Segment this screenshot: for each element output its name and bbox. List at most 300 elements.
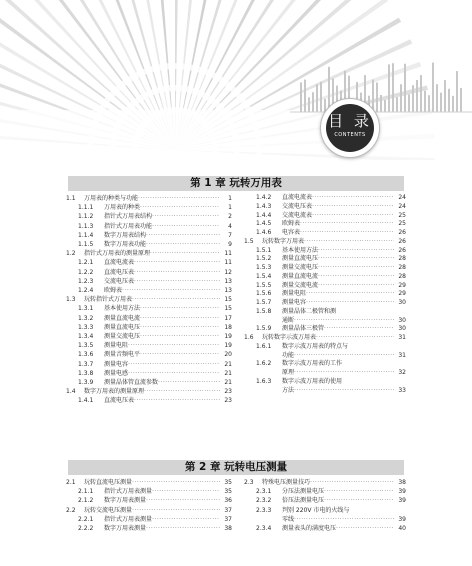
toc-entry-title: 测量交流电压 [104, 333, 141, 341]
toc-entry [244, 506, 406, 515]
toc-entry-title: 直流电流表 [104, 259, 135, 267]
toc-entry-number: 2.3.2 [256, 497, 272, 505]
toc-entry-page: 26 [398, 237, 406, 245]
toc-entry-page: 30 [398, 325, 406, 333]
toc-entry [66, 350, 232, 359]
banner-bar [420, 75, 422, 112]
toc-entry [244, 325, 406, 334]
chapter-2-right-column [244, 478, 406, 533]
toc-leader-dots [146, 524, 220, 533]
toc-entry-page: 35 [224, 479, 232, 486]
toc-leader-dots [134, 277, 220, 286]
chapter-1-right-column [244, 194, 406, 395]
toc-entry-page: 11 [224, 250, 232, 258]
toc-entry [66, 478, 232, 487]
toc-leader-dots [140, 304, 220, 313]
toc-entry-title: 玩转交流电压测量 [84, 506, 133, 514]
toc-leader-dots [152, 212, 220, 221]
toc-entry [66, 222, 232, 231]
toc-entry-page: 21 [224, 369, 232, 377]
toc-entry-page: 37 [224, 506, 232, 514]
toc-leader-dots [152, 515, 220, 524]
toc-leader-dots [318, 255, 394, 264]
toc-entry [66, 487, 232, 496]
toc-entry-page: 39 [398, 515, 406, 523]
toc-leader-dots [140, 203, 220, 212]
chapter-2-left-column [66, 478, 232, 533]
toc-leader-dots [128, 360, 220, 369]
toc-leader-dots [294, 352, 394, 361]
toc-entry-page: 38 [398, 479, 406, 486]
toc-leader-dots [132, 478, 220, 487]
toc-entry-page: 21 [224, 360, 232, 368]
toc-entry-number: 1.4.4 [256, 211, 272, 219]
toc-entry-page [396, 308, 406, 317]
toc-leader-dots [140, 350, 220, 359]
toc-entry [244, 317, 406, 326]
banner-bar [320, 82, 322, 112]
toc-entry-page: 30 [398, 299, 406, 306]
toc-entry-number: 1.4.1 [78, 397, 94, 405]
toc-entry-title: 直流电压表 [104, 397, 135, 405]
toc-entry-title: 测量电感 [104, 369, 129, 377]
toc-entry [66, 360, 232, 369]
toc-leader-dots [128, 341, 220, 350]
toc-entry [244, 387, 406, 396]
toc-entry [66, 314, 232, 323]
toc-entry-page [396, 360, 406, 369]
toc-leader-dots [128, 369, 220, 378]
toc-entry [66, 396, 232, 405]
toc-entry [244, 352, 406, 361]
toc-entry-number: 1.5 [244, 237, 254, 245]
toc-entry-page [396, 506, 406, 515]
banner-bar [404, 64, 406, 112]
toc-entry-title: 指针式万用表结构 [104, 213, 153, 221]
toc-entry [66, 277, 232, 286]
toc-entry [66, 249, 232, 258]
toc-entry-title: 测量电容 [104, 360, 129, 368]
toc-entry [244, 334, 406, 343]
toc-entry-number: 1.1.1 [78, 204, 94, 212]
header-decoration [0, 0, 472, 160]
toc-entry-page: 1 [228, 195, 232, 202]
toc-entry-page: 4 [228, 222, 232, 230]
toc-entry-title: 基本使用方法 [282, 246, 319, 254]
toc-leader-dots [336, 524, 394, 533]
toc-entry-title: 原理 [282, 369, 295, 376]
chapter-1-heading: 第 1 章 玩转万用表 [68, 176, 404, 191]
toc-leader-dots [306, 299, 394, 308]
toc-entry [244, 220, 406, 229]
toc-leader-dots [140, 332, 220, 341]
toc-entry [244, 478, 406, 487]
toc-entry-title: 测量晶体三极管 [282, 325, 325, 333]
toc-entry-title: 判别 220V 市电的火线与 [282, 506, 350, 514]
toc-entry [244, 308, 406, 317]
banner-bar [316, 84, 318, 112]
toc-entry-number: 1.5.8 [256, 307, 272, 315]
toc-leader-dots [152, 222, 220, 231]
toc-entry-number: 2.1.2 [78, 497, 94, 505]
toc-entry-number: 1.3.2 [78, 314, 94, 322]
toc-leader-dots [150, 249, 220, 258]
toc-entry-title: 数字示波万用表的特点与 [282, 342, 349, 350]
toc-entry-number: 1.5.1 [256, 246, 272, 254]
toc-entry-title: 交流电流表 [282, 211, 313, 219]
toc-entry-title: 倍压法测量电压 [282, 497, 325, 505]
toc-entry [66, 515, 232, 524]
banner-bar [448, 89, 450, 112]
toc-entry-page: 23 [224, 397, 232, 405]
toc-entry-number: 1.2.4 [78, 287, 94, 295]
toc-leader-dots [318, 264, 394, 273]
toc-entry-page: 9 [228, 241, 232, 249]
toc-entry-page: 35 [224, 488, 232, 496]
toc-entry [244, 360, 406, 369]
toc-entry [244, 238, 406, 247]
toc-entry-page: 17 [224, 314, 232, 322]
toc-entry-title: 玩转直流电压测量 [84, 479, 133, 486]
toc-entry-page: 28 [398, 255, 406, 263]
toc-entry [244, 496, 406, 505]
toc-leader-dots [134, 258, 220, 267]
toc-entry-page: 23 [224, 388, 232, 396]
banner-bar [428, 95, 430, 112]
banner-bar [388, 64, 390, 112]
toc-entry-number: 1.1.5 [78, 241, 94, 249]
toc-entry-title: 欧姆表 [282, 220, 301, 228]
toc-entry [244, 264, 406, 273]
toc-entry-page: 13 [224, 287, 232, 295]
toc-entry-title: 交流电压表 [282, 202, 313, 210]
toc-entry-page: 31 [398, 334, 406, 341]
banner-bar [412, 85, 414, 112]
toc-entry-number: 2.3 [244, 479, 254, 486]
toc-entry [66, 286, 232, 295]
contents-logo-subtitle: CONTENTS [334, 132, 366, 138]
toc-leader-dots [122, 286, 220, 295]
toc-entry-title: 玩转数字万用表 [262, 237, 305, 245]
toc-entry-number: 1.4.3 [256, 202, 272, 210]
toc-entry-page: 39 [398, 488, 406, 496]
toc-entry-page: 39 [398, 497, 406, 505]
toc-entry-page: 40 [398, 525, 406, 533]
toc-entry-number: 1.5.9 [256, 325, 272, 333]
toc-leader-dots [348, 343, 394, 352]
toc-entry-title: 电容表 [282, 229, 301, 236]
toc-entry-page: 1 [228, 204, 232, 212]
toc-entry-number: 1.4 [66, 388, 76, 396]
toc-entry [66, 506, 232, 515]
toc-entry-number: 1.4.6 [256, 229, 272, 236]
toc-leader-dots [324, 496, 394, 505]
toc-entry-title: 直流电压表 [104, 268, 135, 276]
toc-entry-number: 2.3.4 [256, 525, 272, 533]
toc-entry [66, 203, 232, 212]
toc-entry-title: 测量电容 [282, 299, 307, 306]
toc-leader-dots [306, 290, 394, 299]
toc-leader-dots [294, 387, 394, 396]
toc-entry-number: 1.1 [66, 195, 76, 202]
toc-entry [66, 323, 232, 332]
toc-leader-dots [146, 240, 220, 249]
toc-leader-dots [310, 478, 394, 487]
toc-entry-page: 11 [224, 259, 232, 267]
toc-entry-title: 欧姆表 [104, 287, 123, 295]
toc-entry-page: 20 [224, 351, 232, 359]
toc-entry-title: 直流电流表 [282, 194, 313, 201]
toc-leader-dots [349, 506, 394, 515]
banner-bar [408, 94, 410, 112]
toc-entry-number: 1.5.5 [256, 281, 272, 289]
toc-entry-title: 测量电阻 [282, 290, 307, 298]
toc-entry-page: 30 [398, 316, 406, 324]
toc-entry-number: 1.5.4 [256, 272, 272, 280]
toc-entry-page: 33 [398, 386, 406, 394]
toc-entry-page: 24 [398, 194, 406, 201]
toc-entry-number: 1.6.3 [256, 377, 272, 385]
toc-entry-number: 2.2.2 [78, 525, 94, 533]
toc-entry-title: 测量交流电流 [282, 281, 319, 289]
equalizer-bars-graphic [290, 63, 472, 112]
toc-entry [244, 273, 406, 282]
toc-entry [66, 524, 232, 533]
banner-bar [392, 63, 394, 112]
toc-leader-dots [138, 194, 220, 203]
banner-bar [456, 71, 458, 112]
toc-entry-title: 测量直流电流 [282, 272, 319, 280]
toc-entry-title: 测量直流电压 [282, 255, 319, 263]
toc-entry-number: 1.2.1 [78, 259, 94, 267]
toc-entry-page: 26 [398, 246, 406, 254]
toc-entry-title: 指针式万用表测量 [104, 515, 153, 523]
toc-entry-title: 数字万用表结构 [104, 231, 147, 239]
toc-entry [66, 268, 232, 277]
toc-entry [66, 496, 232, 505]
toc-entry-page: 37 [224, 515, 232, 523]
toc-entry-title: 测量表头的满度电压 [282, 525, 337, 533]
toc-leader-dots [318, 282, 394, 291]
banner-bar [416, 80, 418, 112]
toc-entry-page: 29 [398, 290, 406, 298]
toc-entry [244, 515, 406, 524]
toc-entry-number: 2.1 [66, 479, 76, 486]
toc-entry-number: 1.6 [244, 334, 254, 341]
toc-entry [66, 332, 232, 341]
toc-entry-number: 1.3.3 [78, 323, 94, 331]
banner-bar [376, 83, 378, 112]
toc-leader-dots [152, 487, 220, 496]
toc-entry-title: 数字示波万用表的工作 [282, 360, 343, 368]
toc-entry-number: 1.1.4 [78, 231, 94, 239]
toc-entry [66, 341, 232, 350]
toc-leader-dots [132, 295, 220, 304]
toc-entry-title: 万用表的种类 [104, 204, 141, 212]
banner-bar [384, 100, 386, 112]
toc-entry-number: 1.3 [66, 296, 76, 304]
toc-entry [244, 524, 406, 533]
contents-logo-title: 目 录 [328, 112, 372, 130]
toc-entry [244, 299, 406, 308]
toc-entry [66, 258, 232, 267]
toc-entry-page: 28 [398, 272, 406, 280]
toc-entry-number: 1.3.9 [78, 379, 94, 387]
toc-entry-page: 31 [398, 351, 406, 359]
toc-entry-page: 19 [224, 333, 232, 341]
toc-entry [66, 387, 232, 396]
toc-leader-dots [146, 231, 220, 240]
toc-entry-number: 1.5.7 [256, 299, 272, 306]
toc-entry-title: 玩转数字示波万用表 [262, 334, 317, 341]
toc-entry-number: 1.5.2 [256, 255, 272, 263]
banner-bar [380, 95, 382, 112]
banner-bar [424, 91, 426, 112]
toc-leader-dots [312, 212, 394, 221]
contents-logo [320, 98, 380, 158]
toc-entry-number: 1.6.1 [256, 342, 272, 350]
toc-leader-dots [324, 487, 394, 496]
toc-leader-dots [134, 268, 220, 277]
banner-bar [304, 80, 306, 112]
toc-leader-dots [140, 323, 220, 332]
toc-entry [244, 378, 406, 387]
toc-entry-page: 21 [224, 379, 232, 387]
toc-entry-title: 交流电压表 [104, 277, 135, 285]
toc-leader-dots [158, 378, 220, 387]
toc-entry-page: 13 [224, 277, 232, 285]
toc-leader-dots [144, 387, 220, 396]
toc-entry-number: 1.5.6 [256, 290, 272, 298]
toc-entry-page: 18 [224, 323, 232, 331]
toc-leader-dots [132, 506, 220, 515]
toc-entry-page: 29 [398, 281, 406, 289]
toc-entry-number: 2.2.1 [78, 515, 94, 523]
toc-entry-page: 26 [398, 229, 406, 236]
toc-entry [66, 304, 232, 313]
toc-entry-title: 指针式万用表功能 [104, 222, 153, 230]
chapter-2-heading: 第 2 章 玩转电压测量 [68, 460, 404, 475]
toc-entry-number: 2.3.3 [256, 506, 272, 514]
toc-entry [66, 295, 232, 304]
banner-bar [432, 63, 434, 112]
toc-entry [66, 212, 232, 221]
toc-entry [244, 194, 406, 203]
toc-entry-number: 1.6.2 [256, 360, 272, 368]
toc-leader-dots [300, 229, 394, 238]
toc-leader-dots [324, 325, 394, 334]
toc-entry-number: 1.3.4 [78, 333, 94, 341]
toc-entry-title: 零线 [282, 515, 295, 523]
toc-entry-page: 12 [224, 268, 232, 276]
banner-bar [396, 97, 398, 112]
toc-entry-title: 指针式万用表测量 [104, 488, 153, 496]
toc-leader-dots [318, 247, 394, 256]
toc-entry-title: 测量电阻 [104, 342, 129, 350]
toc-entry-title: 数字万用表测量 [104, 525, 147, 533]
banner-fade [0, 110, 472, 160]
toc-entry-title: 测量交流电压 [282, 264, 319, 271]
toc-entry-page: 2 [228, 213, 232, 221]
toc-entry [66, 231, 232, 240]
toc-entry-title: 方法 [282, 386, 295, 394]
toc-entry [244, 247, 406, 256]
toc-entry [244, 282, 406, 291]
toc-entry [244, 255, 406, 264]
toc-leader-dots [140, 314, 220, 323]
banner-bar [436, 84, 438, 112]
toc-entry [244, 229, 406, 238]
toc-entry-title: 数字万用表的测量原理 [84, 388, 145, 396]
toc-entry-page: 38 [224, 525, 232, 533]
toc-entry-number: 1.4.5 [256, 220, 272, 228]
toc-entry-number: 1.2 [66, 250, 76, 258]
toc-entry-title: 指针式万用表的测量原理 [84, 250, 151, 258]
toc-entry-page: 28 [398, 264, 406, 271]
toc-entry [66, 240, 232, 249]
toc-entry-title: 测量晶体管直流参数 [104, 379, 159, 387]
toc-entry-number: 1.3.7 [78, 360, 94, 368]
banner-bar [440, 93, 442, 112]
toc-entry-number: 2.3.1 [256, 488, 272, 496]
toc-leader-dots [294, 317, 394, 326]
toc-entry [244, 487, 406, 496]
toc-leader-dots [146, 496, 220, 505]
banner-bar [308, 97, 310, 112]
toc-leader-dots [318, 273, 394, 282]
toc-entry-page: 7 [228, 231, 232, 239]
toc-entry-page: 25 [398, 211, 406, 219]
banner-bar [444, 80, 446, 112]
toc-entry-number: 1.1.2 [78, 213, 94, 221]
toc-entry-title: 万用表的种类与功能 [84, 195, 139, 202]
toc-entry-title: 数字万用表测量 [104, 497, 147, 505]
toc-entry-title: 测量音频电平 [104, 351, 141, 359]
toc-entry-title: 特殊电压测量技巧 [262, 479, 311, 486]
toc-entry-page: 36 [224, 497, 232, 505]
toc-entry-title: 分压法测量电压 [282, 488, 325, 496]
toc-entry-number: 1.4.2 [256, 194, 272, 201]
toc-entry [244, 203, 406, 212]
banner-bar [312, 92, 314, 112]
toc-leader-dots [300, 220, 394, 229]
toc-leader-dots [342, 378, 394, 387]
toc-entry [244, 343, 406, 352]
toc-entry [244, 212, 406, 221]
toc-leader-dots [336, 308, 394, 317]
toc-entry-page [396, 378, 406, 387]
toc-entry-number: 1.3.8 [78, 369, 94, 377]
toc-entry-number: 1.3.6 [78, 351, 94, 359]
toc-leader-dots [312, 203, 394, 212]
toc-entry-page: 19 [224, 342, 232, 350]
toc-entry-title: 功能 [282, 351, 295, 359]
radial-rays-graphic [0, 0, 472, 160]
toc-entry-title: 测量直流电压 [104, 323, 141, 331]
toc-leader-dots [134, 396, 220, 405]
toc-entry-number: 1.3.1 [78, 305, 94, 313]
toc-entry [66, 369, 232, 378]
toc-leader-dots [316, 334, 394, 343]
toc-entry [244, 369, 406, 378]
toc-leader-dots [312, 194, 394, 203]
toc-entry-title: 玩转指针式万用表 [84, 296, 133, 304]
toc-entry-number: 1.3.5 [78, 342, 94, 350]
toc-entry-title: 测量晶体二极管和测 [282, 307, 337, 315]
banner-bar [400, 84, 402, 112]
toc-entry [244, 290, 406, 299]
toc-entry-page: 32 [398, 369, 406, 376]
